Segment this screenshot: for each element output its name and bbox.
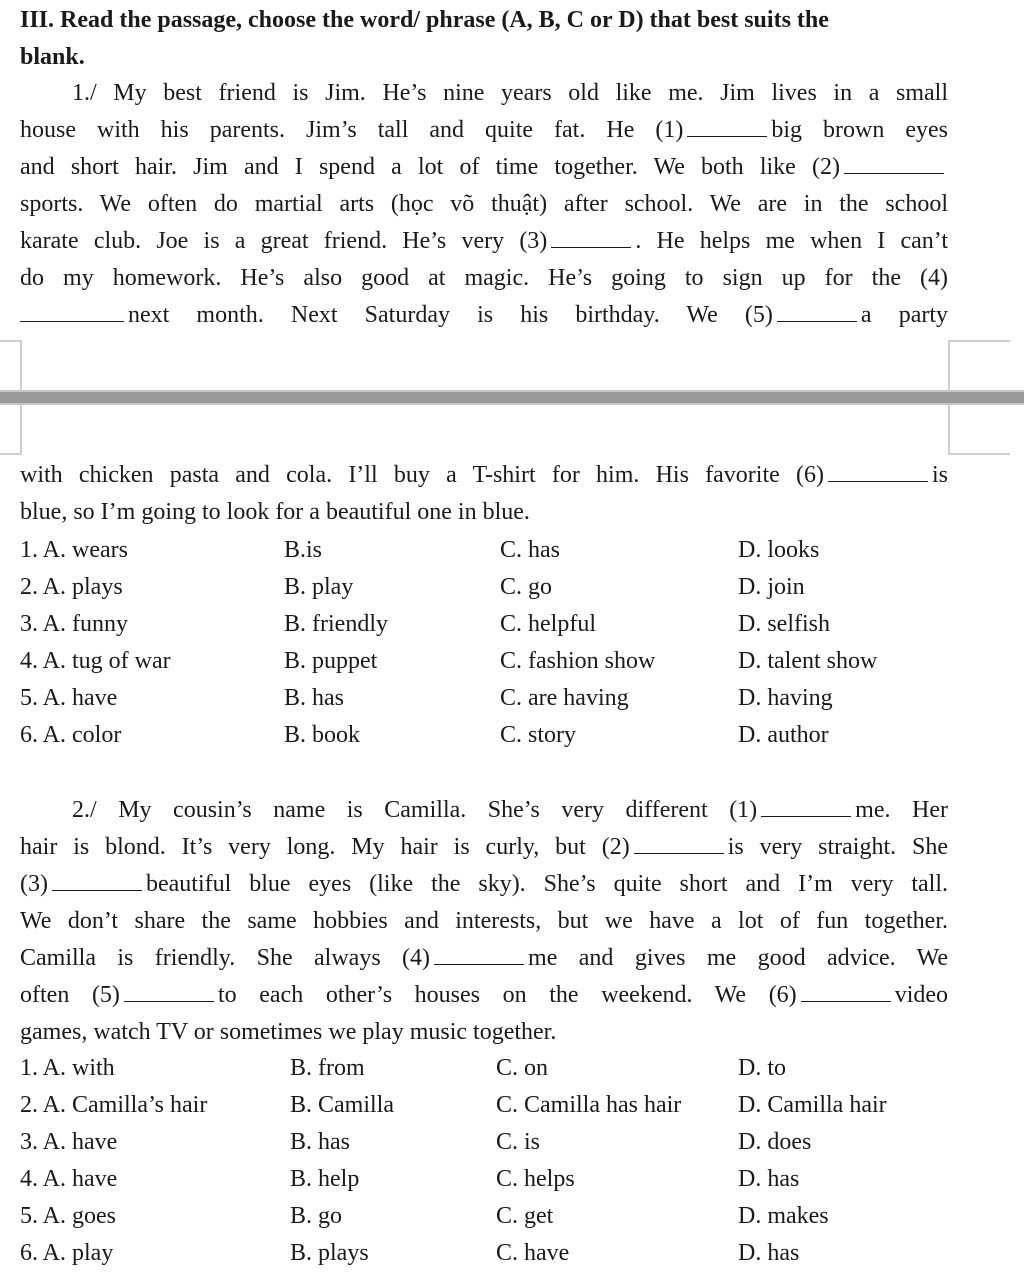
exercise-heading-line1: III. Read the passage, choose the word/ phrase (A, B, C or D) that best suits the: [20, 7, 829, 33]
answer-blank[interactable]: [828, 459, 928, 482]
option-d[interactable]: D. has: [738, 1166, 800, 1192]
passage-2-line: hair is blond. It’s very long. My hair is curly, but (2) is very straight. She: [20, 829, 948, 866]
passage-1-line: do my homework. He’s also good at magic. He’s going to sign up for the (4): [20, 265, 948, 291]
answer-blank[interactable]: [20, 299, 124, 322]
answer-blank[interactable]: [634, 831, 724, 854]
question-row: [20, 643, 1000, 680]
option-d[interactable]: D. Camilla hair: [738, 1092, 887, 1118]
option-c[interactable]: C. go: [500, 574, 553, 600]
option-d[interactable]: D. makes: [738, 1203, 829, 1229]
answer-blank[interactable]: [777, 299, 857, 322]
answer-blank[interactable]: [124, 979, 214, 1002]
option-c[interactable]: C. have: [496, 1240, 570, 1266]
passage-1-line: next month. Next Saturday is his birthday. We (5) a party: [20, 297, 948, 334]
question-row: [20, 569, 1000, 606]
passage-2-line: often (5) to each other’s houses on the weekend. We (6) video: [20, 977, 948, 1014]
exercise-heading: [20, 2, 950, 76]
option-a[interactable]: 4. A. tug of war: [20, 648, 171, 674]
question-row: [20, 532, 1000, 569]
option-d[interactable]: D. has: [738, 1240, 800, 1266]
passage-2-line: games, watch TV or sometimes we play music together.: [20, 1019, 557, 1045]
option-b[interactable]: B. plays: [290, 1240, 369, 1266]
option-b[interactable]: B. from: [290, 1055, 365, 1081]
passage-1-bottom: [20, 457, 948, 531]
page-corner-mark: [0, 405, 22, 455]
passage-1-line: and short hair. Jim and I spend a lot of time together. We both like (2): [20, 149, 948, 186]
option-d[interactable]: D. does: [738, 1129, 812, 1155]
question-row: [20, 717, 1000, 754]
option-b[interactable]: B. Camilla: [290, 1092, 394, 1118]
question-row: [20, 1161, 1000, 1198]
question-row: [20, 1198, 1000, 1235]
option-b[interactable]: B. go: [290, 1203, 343, 1229]
option-a[interactable]: 3. A. funny: [20, 611, 128, 637]
option-a[interactable]: 2. A. Camilla’s hair: [20, 1092, 208, 1118]
option-c[interactable]: C. fashion show: [500, 648, 656, 674]
passage-2: [20, 792, 948, 1051]
option-c[interactable]: C. has: [500, 537, 560, 563]
option-c[interactable]: C. are having: [500, 685, 629, 711]
passage-1-line: with chicken pasta and cola. I’ll buy a T-shirt for him. His favorite (6) is: [20, 457, 948, 494]
option-c[interactable]: C. helpful: [500, 611, 596, 637]
option-a[interactable]: 6. A. color: [20, 722, 122, 748]
passage-1-options: [20, 532, 1000, 754]
question-row: [20, 1087, 1000, 1124]
option-d[interactable]: D. author: [738, 722, 829, 748]
option-c[interactable]: C. story: [500, 722, 577, 748]
option-d[interactable]: D. join: [738, 574, 805, 600]
page-separator: [0, 390, 1024, 405]
passage-2-options: [20, 1050, 1000, 1272]
passage-2-line: 2./ My cousin’s name is Camilla. She’s very different (1) me. Her: [20, 792, 948, 829]
answer-blank[interactable]: [844, 151, 944, 174]
option-b[interactable]: B. play: [284, 574, 354, 600]
option-d[interactable]: D. having: [738, 685, 833, 711]
page-corner-mark: [948, 340, 1010, 390]
option-c[interactable]: C. helps: [496, 1166, 575, 1192]
answer-blank[interactable]: [801, 979, 891, 1002]
option-a[interactable]: 5. A. have: [20, 685, 118, 711]
option-b[interactable]: B. book: [284, 722, 361, 748]
answer-blank[interactable]: [551, 225, 631, 248]
question-row: [20, 606, 1000, 643]
passage-1-line: 1./ My best friend is Jim. He’s nine years old like me. Jim lives in a small: [72, 80, 948, 106]
option-d[interactable]: D. to: [738, 1055, 786, 1081]
option-c[interactable]: C. is: [496, 1129, 541, 1155]
passage-2-line: Camilla is friendly. She always (4) me and gives me good advice. We: [20, 940, 948, 977]
option-b[interactable]: B. puppet: [284, 648, 378, 674]
question-row: [20, 680, 1000, 717]
answer-blank[interactable]: [52, 868, 142, 891]
answer-blank[interactable]: [687, 114, 767, 137]
passage-1-line: sports. We often do martial arts (học võ thuật) after school. We are in the school: [20, 191, 948, 217]
option-d[interactable]: D. talent show: [738, 648, 878, 674]
option-a[interactable]: 2. A. plays: [20, 574, 123, 600]
answer-blank[interactable]: [761, 794, 851, 817]
answer-blank[interactable]: [434, 942, 524, 965]
option-d[interactable]: D. looks: [738, 537, 820, 563]
option-d[interactable]: D. selfish: [738, 611, 830, 637]
page-corner-mark: [0, 340, 22, 390]
passage-1-line: karate club. Joe is a great friend. He’s very (3) . He helps me when I can’t: [20, 223, 948, 260]
option-b[interactable]: B. help: [290, 1166, 360, 1192]
option-a[interactable]: 1. A. wears: [20, 537, 128, 563]
question-row: [20, 1235, 1000, 1272]
question-row: [20, 1124, 1000, 1161]
passage-2-line: (3) beautiful blue eyes (like the sky). She’s quite short and I’m very tall.: [20, 866, 948, 903]
option-b[interactable]: B.is: [284, 537, 323, 563]
option-a[interactable]: 6. A. play: [20, 1240, 114, 1266]
option-a[interactable]: 4. A. have: [20, 1166, 118, 1192]
option-c[interactable]: C. on: [496, 1055, 549, 1081]
passage-1-line: blue, so I’m going to look for a beautiful one in blue.: [20, 499, 530, 525]
option-b[interactable]: B. has: [284, 685, 344, 711]
question-row: [20, 1050, 1000, 1087]
exercise-heading-line2: blank.: [20, 44, 85, 70]
option-a[interactable]: 3. A. have: [20, 1129, 118, 1155]
option-a[interactable]: 5. A. goes: [20, 1203, 116, 1229]
option-b[interactable]: B. friendly: [284, 611, 388, 637]
option-b[interactable]: B. has: [290, 1129, 350, 1155]
option-c[interactable]: C. get: [496, 1203, 554, 1229]
passage-1-top: [20, 75, 948, 334]
option-c[interactable]: C. Camilla has hair: [496, 1092, 682, 1118]
passage-1-line: house with his parents. Jim’s tall and quite fat. He (1) big brown eyes: [20, 112, 948, 149]
passage-2-line: We don’t share the same hobbies and interests, but we have a lot of fun together.: [20, 908, 948, 934]
option-a[interactable]: 1. A. with: [20, 1055, 115, 1081]
page-corner-mark: [948, 405, 1010, 455]
